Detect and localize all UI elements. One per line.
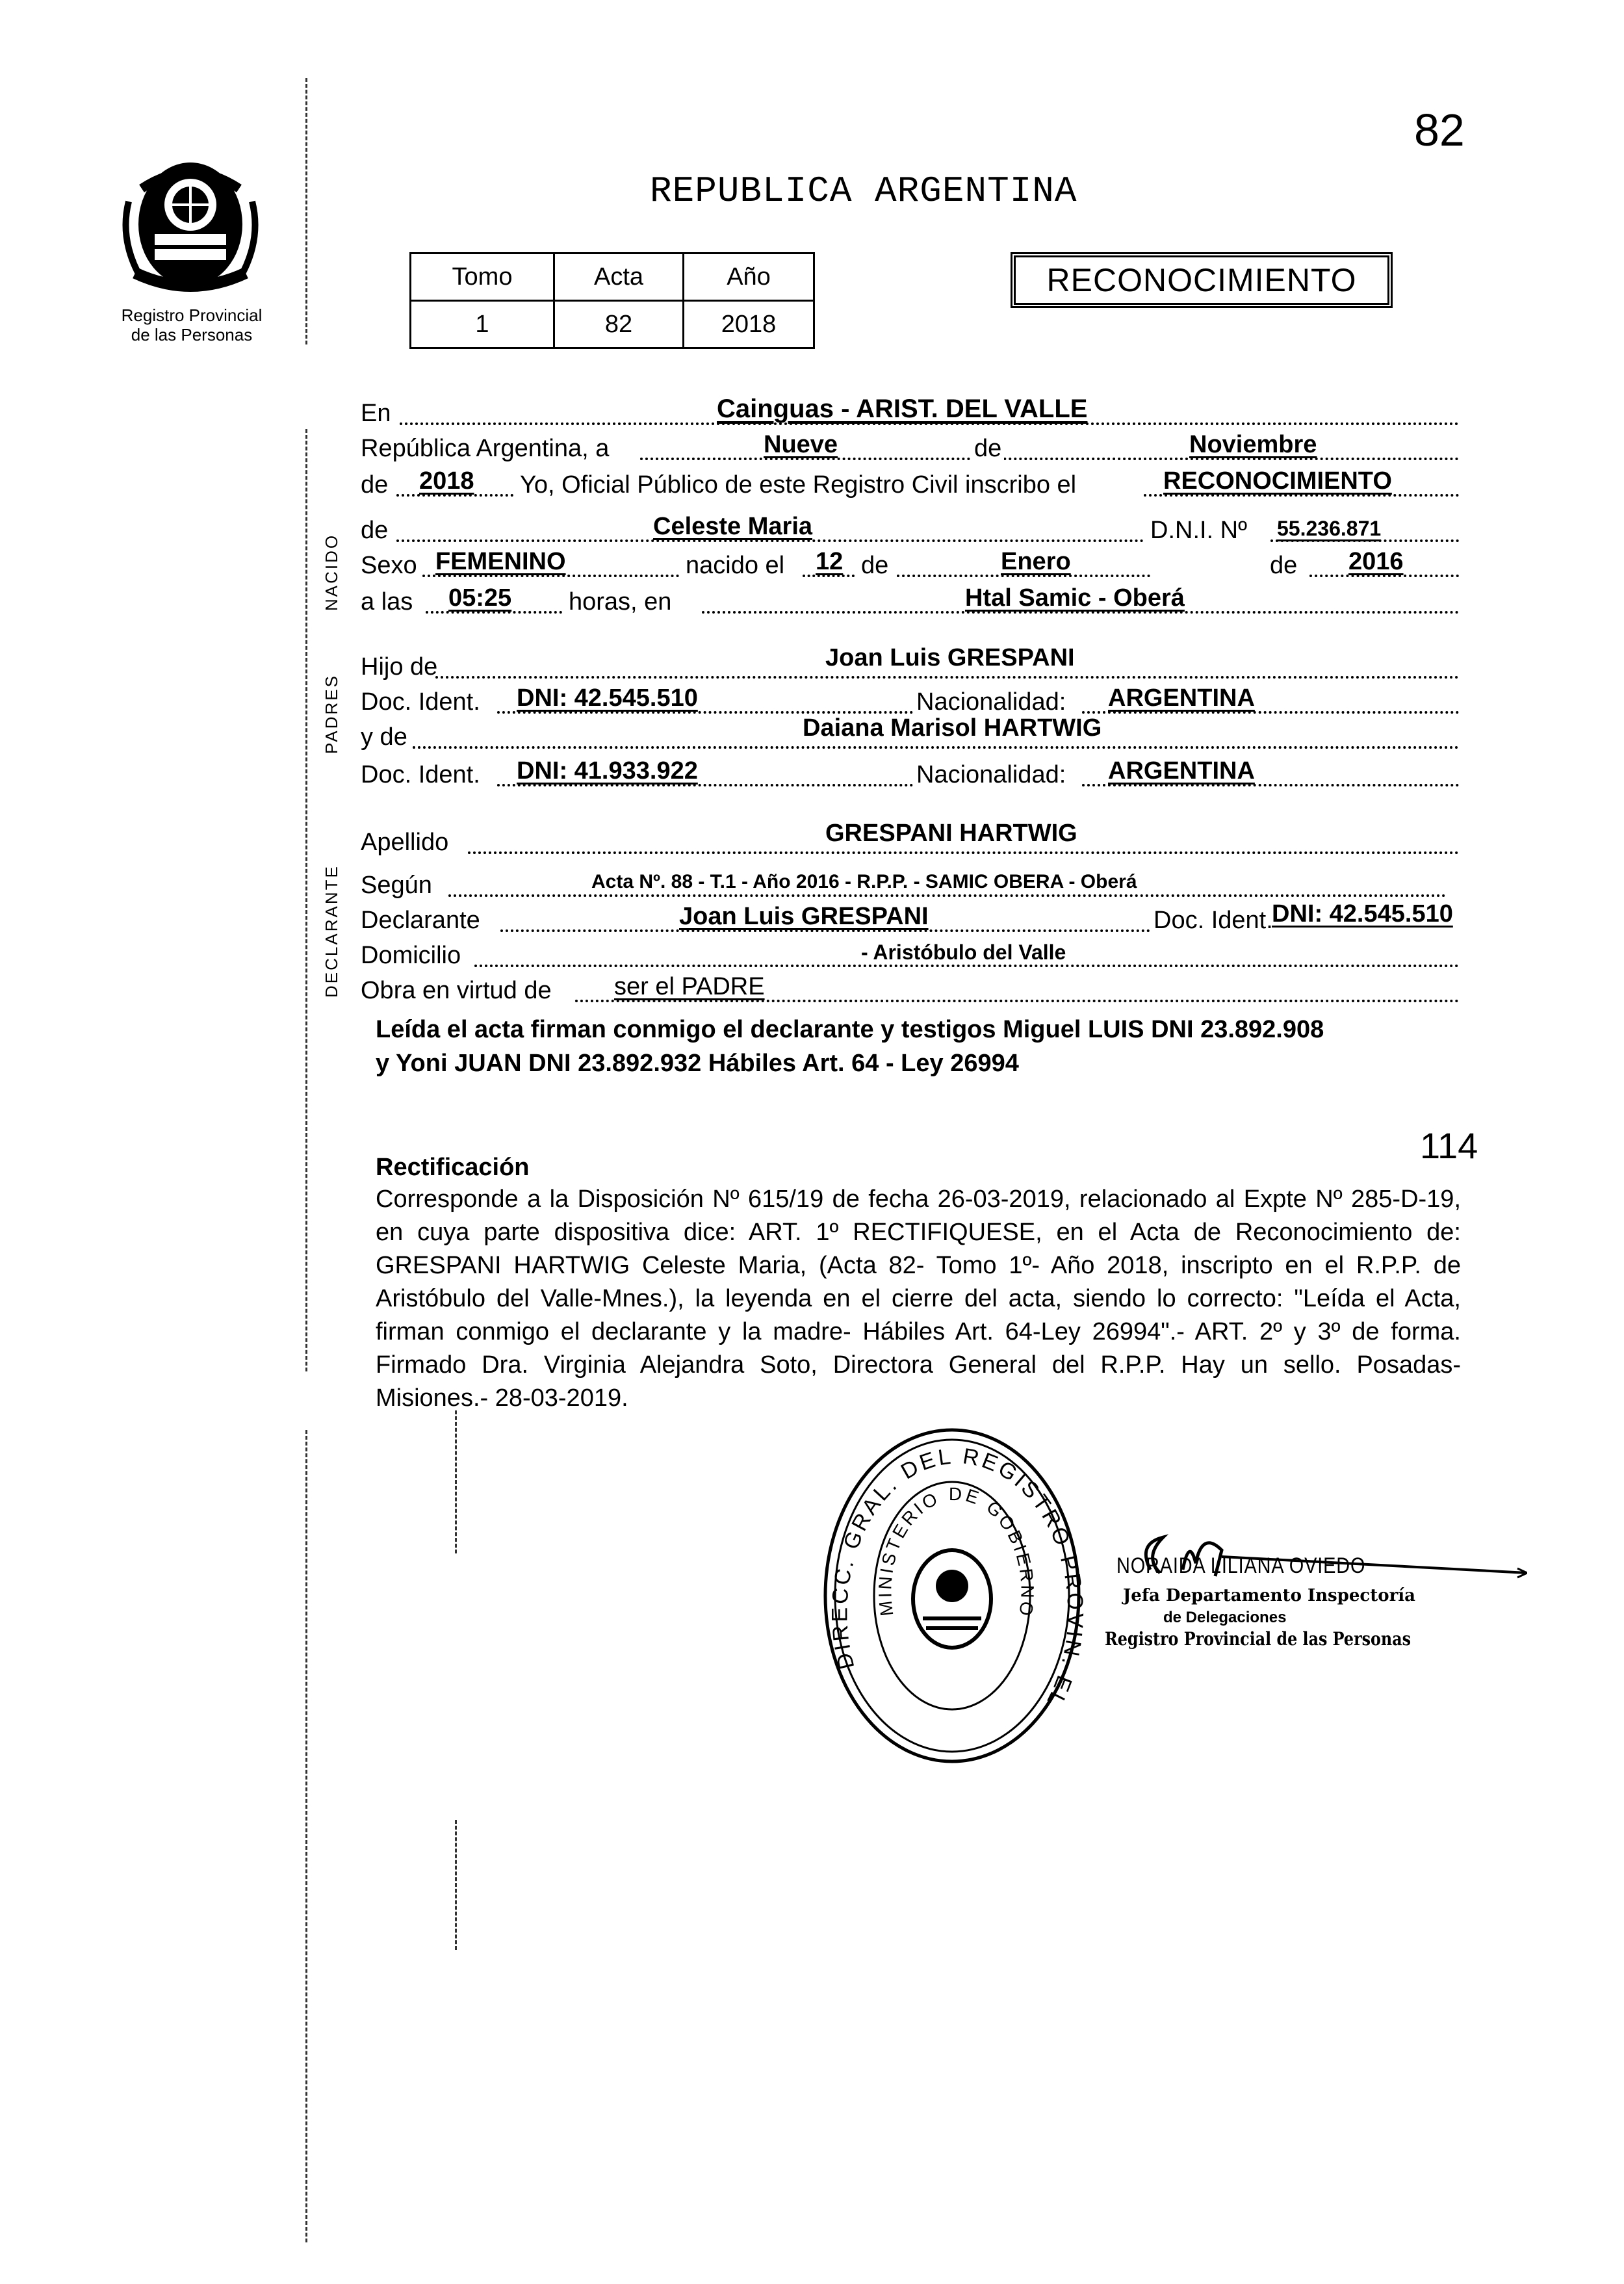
side-label-nacido: NACIDO [322,533,341,611]
form-line-declarante [361,900,1459,939]
official-seal [816,1420,1089,1771]
obra-value: ser el PADRE [614,973,765,1000]
hijo-label: Hijo de [361,653,438,681]
nacionalidad-padre-value: ARGENTINA [1108,684,1255,712]
rectificacion-body: Corresponde a la Disposición Nº 615/19 de fecha 26-03-2019, relacionado al Expte Nº 285-D-19, en cuya parte dispositiva dice: ART. 1º RECTIFIQUESE, en el Acta de Reconocimiento de: GRESPANI HARTWIG Celeste Maria, (Acta 82- Tomo 1º- Año 2018, inscripto en el R.P.P. de Aristóbulo del Valle-Mnes.), la leyenda en el cierre del acta, siendo lo correcto: "Leída el Acta, firman conmigo el declarante y la madre- Hábiles Art. 64-Ley 26994".- ART. 2º y 3º de forma. Firmado Dra. Virginia Alejandra Soto, Directora General del R.P.P. Hay un sello. Posadas- Misiones.- 28-03-2019. [376,1186,1461,1412]
seal-inner-text: MINISTERIO DE GOBIERNO [875,1483,1038,1620]
dotted-line [413,746,1459,749]
dotted-line [448,894,1446,897]
inscribo-value: RECONOCIMIENTO [1163,467,1392,495]
madre-value: Daiana Marisol HARTWIG [803,714,1102,742]
form-line-nombre [361,515,1459,549]
declarante-value: Joan Luis GRESPANI [679,903,929,930]
obra-label: Obra en virtud de [361,977,552,1004]
nac-dia-value: 12 [816,548,844,575]
form-line-madre [361,714,1459,755]
closing-line2: y Yoni JUAN DNI 23.892.932 Hábiles Art. 64 - Ley 26994 [376,1050,1019,1077]
page-number: 82 [1414,105,1465,155]
nombre-value: Celeste Maria [653,513,813,540]
margin-line [305,1430,307,2242]
declarante-label: Declarante [361,907,480,934]
en-label: En [361,400,391,427]
closing-text [376,1013,1480,1080]
form-line-apellido [361,820,1459,861]
doc-label: Doc. Ident. [1154,907,1273,934]
document-title: REPUBLICA ARGENTINA [650,170,1077,212]
apellido-value: GRESPANI HARTWIG [825,820,1077,847]
record-type-box: RECONOCIMIENTO [1011,252,1393,308]
side-label-declarante: DECLARANTE [322,864,341,998]
anio-value: 2018 [419,467,474,495]
doc-label: Doc. Ident. [361,761,480,788]
de-label: de [361,471,389,499]
segun-value: Acta Nº. 88 - T.1 - Año 2016 - R.P.P. - SAMIC OBERA - Oberá [591,871,1137,892]
lugar-value: Htal Samic - Oberá [965,584,1185,612]
doc-madre-value: DNI: 41.933.922 [517,757,698,785]
form-line-padre [361,644,1459,685]
signatory-organization: Registro Provincial de las Personas [1105,1628,1411,1650]
seal-outer-text: DIRECC. GRAL. DEL REGISTRO PROVIN. EL [827,1444,1088,1713]
form-line-segun [361,870,1459,903]
oficial-label: Yo, Oficial Público de este Registro Civil inscribo el [520,471,1077,499]
nacionalidad-label: Nacionalidad: [916,688,1066,716]
register-table-header [411,253,814,301]
page-number-secondary: 114 [1420,1125,1478,1166]
dotted-line [640,458,1459,460]
registry-line1: Registro Provincial [121,305,263,325]
dni-value: 55.236.871 [1277,517,1382,540]
registry-name [97,305,286,344]
sexo-label: Sexo [361,552,417,579]
nacionalidad-madre-value: ARGENTINA [1108,757,1255,785]
register-table [409,252,815,349]
segun-label: Según [361,872,432,899]
signatory-department: de Delegaciones [1163,1609,1287,1626]
form-line-obra [361,975,1459,1009]
padre-value: Joan Luis GRESPANI [825,644,1075,671]
horas-label: horas, en [569,588,672,616]
sexo-value: FEMENINO [435,548,566,575]
doc-declarante-value: DNI: 42.545.510 [1272,900,1453,928]
nac-anio-value: 2016 [1348,548,1404,575]
value-anio: 2018 [684,301,814,348]
register-table-values [411,301,814,348]
header-acta: Acta [554,253,684,301]
de-label: de [361,517,389,544]
side-label-padres: PADRES [322,674,341,754]
form-line-en [361,395,1459,432]
mes-value: Noviembre [1189,431,1317,458]
dotted-line [474,965,1459,967]
margin-line [455,1820,457,1950]
yde-label: y de [361,723,407,751]
nacionalidad-label: Nacionalidad: [916,761,1066,788]
nacido-label: nacido el [686,552,785,579]
form-line-doc-madre [361,759,1459,793]
form-line-anio [361,469,1459,503]
rectificacion-title: Rectificación [376,1154,530,1181]
en-value: Cainguas - ARIST. DEL VALLE [717,395,1088,423]
closing-line1: Leída el acta firman conmigo el declarante y testigos Miguel LUIS DNI 23.892.908 [376,1016,1324,1043]
de-label: de [861,552,889,579]
registry-line2: de las Personas [131,325,253,344]
hora-value: 05:25 [448,584,512,612]
value-acta: 82 [554,301,684,348]
dotted-line [435,676,1459,679]
de-label: de [972,435,1004,463]
doc-label: Doc. Ident. [361,688,480,716]
form-line-hora [361,586,1459,620]
header-tomo: Tomo [411,253,554,301]
signatory-title: Jefa Departamento Inspectoría [1123,1586,1415,1605]
form-line-domicilio [361,940,1459,974]
domicilio-value: - Aristóbulo del Valle [861,941,1066,964]
dia-value: Nueve [764,431,838,458]
margin-line [305,78,307,344]
signatory-name: NORAIDA LILIANA OVIEDO [1116,1553,1366,1578]
de-label: de [1267,552,1300,580]
provincial-emblem [116,143,265,299]
dni-label: D.N.I. Nº [1150,517,1247,544]
header-anio: Año [684,253,814,301]
apellido-label: Apellido [361,829,449,856]
doc-padre-value: DNI: 42.545.510 [517,684,698,712]
nac-mes-value: Enero [1001,548,1071,575]
form-line-republica [361,433,1459,467]
form-line-sexo [361,550,1459,584]
margin-line [305,429,307,1371]
domicilio-label: Domicilio [361,942,461,969]
dotted-line [468,851,1459,854]
republica-label: República Argentina, a [361,435,610,462]
value-tomo: 1 [411,301,554,348]
margin-line [455,1410,457,1553]
alas-label: a las [361,588,413,616]
